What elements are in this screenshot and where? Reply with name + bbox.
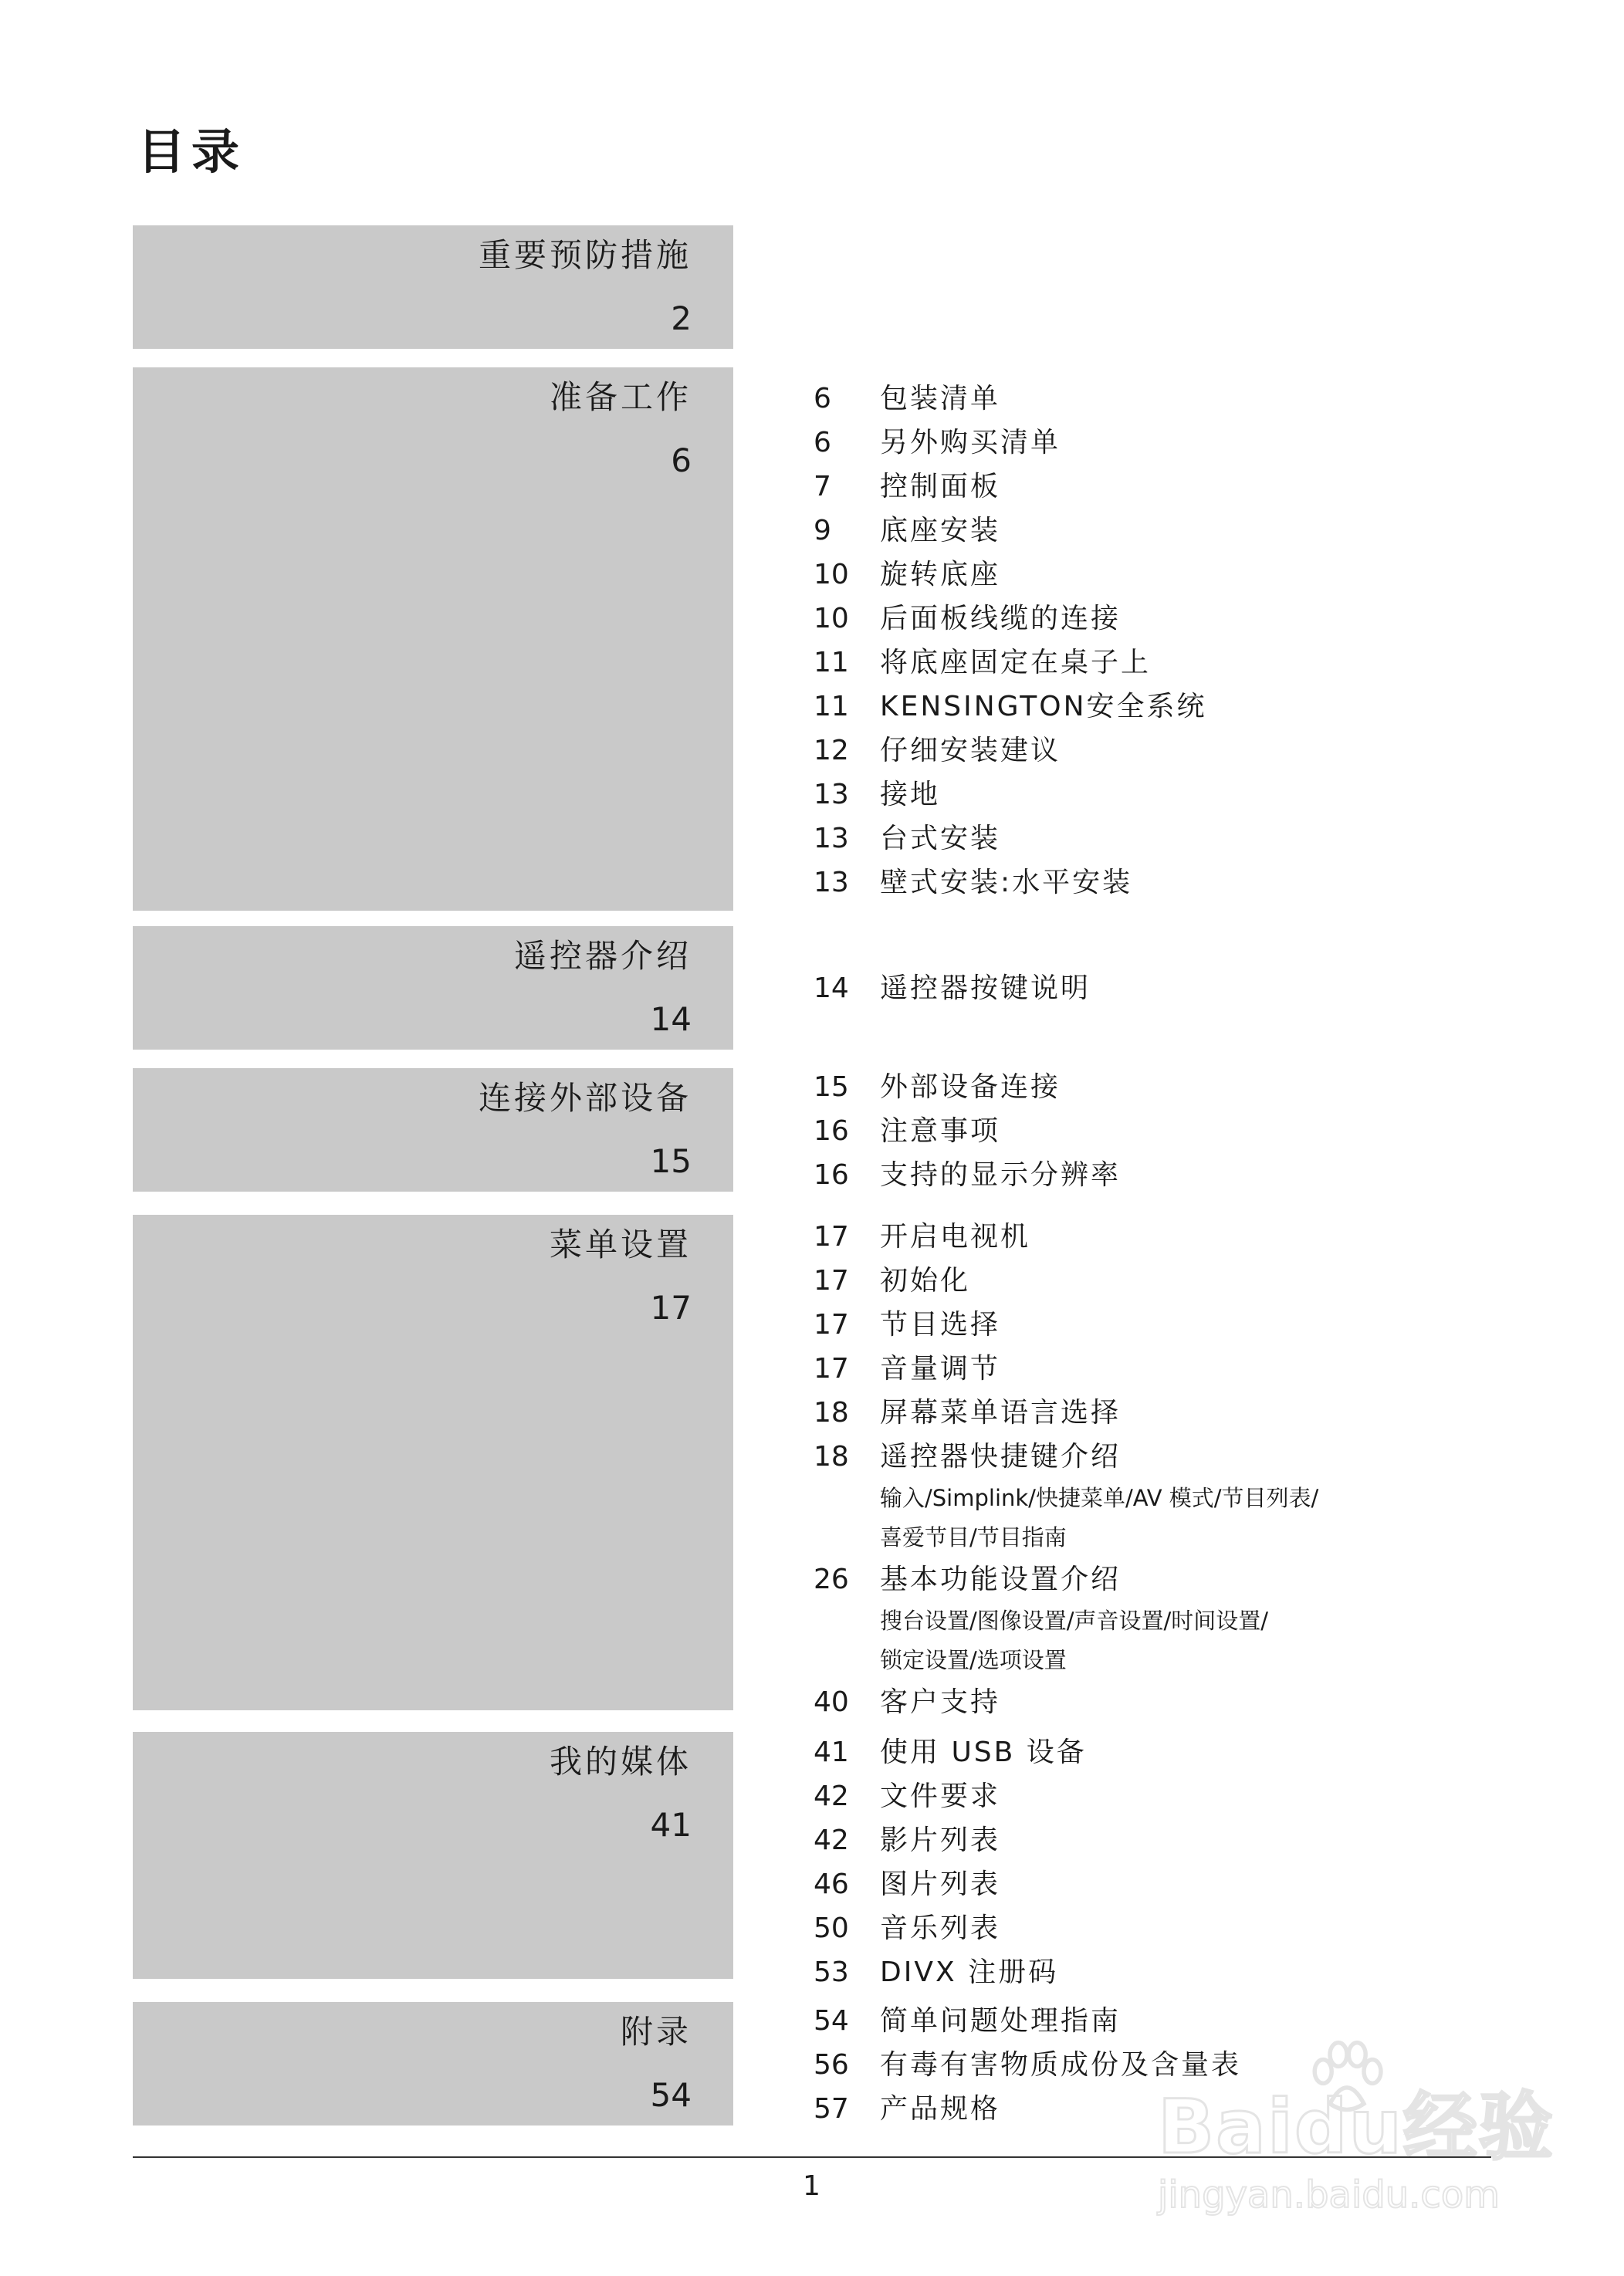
section-page-number: 2 bbox=[671, 299, 692, 337]
entry-page-number: 12 bbox=[814, 735, 849, 766]
section-title[interactable]: 附录 bbox=[620, 2013, 692, 2051]
entry-title: 台式安装 bbox=[880, 823, 1001, 854]
entry-page-number: 16 bbox=[814, 1159, 849, 1191]
entry-page-number: 17 bbox=[814, 1221, 849, 1253]
entry-title: 另外购买清单 bbox=[880, 427, 1061, 458]
entry-title: 影片列表 bbox=[880, 1825, 1001, 1856]
section-title[interactable]: 重要预防措施 bbox=[478, 236, 692, 274]
toc-entry[interactable] bbox=[814, 1259, 1508, 1303]
toc-entry[interactable] bbox=[814, 1999, 1508, 2043]
section-title[interactable]: 连接外部设备 bbox=[478, 1079, 692, 1117]
toc-entry[interactable] bbox=[814, 1153, 1508, 1197]
toc-entry[interactable] bbox=[814, 1862, 1508, 1906]
toc-entry[interactable] bbox=[814, 773, 1508, 817]
entry-title: 有毒有害物质成份及含量表 bbox=[880, 2049, 1242, 2081]
section-header-box bbox=[133, 1068, 733, 1192]
entry-list bbox=[814, 1065, 1508, 1197]
entry-page-number: 17 bbox=[814, 1309, 849, 1341]
section-header-box bbox=[133, 1215, 733, 1710]
toc-entry[interactable] bbox=[814, 421, 1508, 465]
entry-title: 遥控器快捷键介绍 bbox=[880, 1441, 1122, 1473]
entry-page-number: 56 bbox=[814, 2049, 849, 2081]
page-title: 目录 bbox=[137, 123, 246, 180]
entry-title: 后面板线缆的连接 bbox=[880, 603, 1122, 634]
entry-subtopic-line: 喜爱节目/节目指南 bbox=[880, 1524, 1067, 1551]
entry-page-number: 18 bbox=[814, 1397, 849, 1429]
section-header-box bbox=[133, 225, 733, 349]
entry-title: 支持的显示分辨率 bbox=[880, 1159, 1122, 1191]
entry-title: 包装清单 bbox=[880, 383, 1001, 414]
toc-entry[interactable] bbox=[814, 377, 1508, 421]
section-header-box bbox=[133, 2002, 733, 2126]
baidu-watermark bbox=[1158, 2038, 1590, 2254]
entry-page-number: 10 bbox=[814, 559, 849, 590]
entry-subtopic-line: 锁定设置/选项设置 bbox=[880, 1647, 1067, 1673]
entry-page-number: 40 bbox=[814, 1686, 849, 1718]
entry-list bbox=[814, 1730, 1508, 1994]
section-title[interactable]: 菜单设置 bbox=[549, 1226, 692, 1263]
entry-title: 将底座固定在桌子上 bbox=[880, 647, 1152, 678]
section-page-number: 6 bbox=[671, 441, 692, 479]
toc-entry[interactable] bbox=[814, 1818, 1508, 1862]
section-page-number: 17 bbox=[650, 1289, 692, 1327]
entry-title: 基本功能设置介绍 bbox=[880, 1564, 1122, 1595]
section-title[interactable]: 遥控器介绍 bbox=[513, 937, 692, 975]
entry-title: 控制面板 bbox=[880, 471, 1001, 502]
entry-page-number: 11 bbox=[814, 691, 849, 722]
entry-page-number: 11 bbox=[814, 647, 849, 678]
toc-entry[interactable] bbox=[814, 1680, 1508, 1724]
entry-list bbox=[814, 1215, 1508, 1724]
entry-title: 初始化 bbox=[880, 1265, 971, 1297]
entry-title: 产品规格 bbox=[880, 2093, 1001, 2125]
toc-entry[interactable] bbox=[814, 966, 1508, 1010]
entry-page-number: 9 bbox=[814, 515, 831, 546]
entry-title: 注意事项 bbox=[880, 1115, 1001, 1147]
entry-page-number: 54 bbox=[814, 2005, 849, 2037]
entry-title: 壁式安装:水平安装 bbox=[880, 867, 1133, 898]
entry-page-number: 41 bbox=[814, 1737, 849, 1768]
entry-title: 简单问题处理指南 bbox=[880, 2005, 1122, 2037]
toc-entry[interactable] bbox=[814, 553, 1508, 597]
toc-entry[interactable] bbox=[814, 729, 1508, 773]
entry-page-number: 13 bbox=[814, 823, 849, 854]
toc-entry[interactable] bbox=[814, 1774, 1508, 1818]
entry-title: DIVX 注册码 bbox=[880, 1956, 1059, 1988]
entry-title: 仔细安装建议 bbox=[880, 735, 1061, 766]
toc-entry[interactable] bbox=[814, 509, 1508, 553]
toc-entry[interactable] bbox=[814, 465, 1508, 509]
section-title[interactable]: 我的媒体 bbox=[549, 1743, 692, 1781]
entry-page-number: 13 bbox=[814, 867, 849, 898]
entry-title: 开启电视机 bbox=[880, 1221, 1031, 1253]
entry-title: 遥控器按键说明 bbox=[880, 972, 1091, 1004]
entry-subtopics bbox=[880, 1601, 1508, 1680]
toc-entry[interactable] bbox=[814, 1557, 1508, 1601]
entry-page-number: 17 bbox=[814, 1353, 849, 1385]
watermark-logo-text: Baidu经验 bbox=[1158, 2084, 1555, 2170]
toc-entry[interactable] bbox=[814, 1215, 1508, 1259]
section-title[interactable]: 准备工作 bbox=[549, 378, 692, 416]
toc-entry[interactable] bbox=[814, 1391, 1508, 1435]
entry-subtopic-line: 搜台设置/图像设置/声音设置/时间设置/ bbox=[880, 1608, 1269, 1634]
toc-entry[interactable] bbox=[814, 685, 1508, 729]
entry-page-number: 13 bbox=[814, 779, 849, 810]
entry-title: 接地 bbox=[880, 779, 941, 810]
entry-title: 屏幕菜单语言选择 bbox=[880, 1397, 1122, 1429]
entry-page-number: 15 bbox=[814, 1071, 849, 1103]
entry-title: 底座安装 bbox=[880, 515, 1001, 546]
entry-title: 使用 USB 设备 bbox=[880, 1737, 1087, 1768]
section-header-box bbox=[133, 1732, 733, 1979]
section-page-number: 54 bbox=[650, 2076, 692, 2114]
entry-title: KENSINGTON安全系统 bbox=[880, 691, 1207, 722]
entry-page-number: 14 bbox=[814, 972, 849, 1004]
entry-title: 客户支持 bbox=[880, 1686, 1001, 1718]
section-header-box bbox=[133, 926, 733, 1050]
entry-page-number: 16 bbox=[814, 1115, 849, 1147]
toc-entry[interactable] bbox=[814, 1950, 1508, 1994]
entry-subtopic-line: 输入/Simplink/快捷菜单/AV 模式/节目列表/ bbox=[880, 1485, 1319, 1511]
toc-entry[interactable] bbox=[814, 1730, 1508, 1774]
toc-entry[interactable] bbox=[814, 861, 1508, 905]
entry-title: 文件要求 bbox=[880, 1781, 1001, 1812]
toc-entry[interactable] bbox=[814, 1065, 1508, 1109]
entry-list bbox=[814, 377, 1508, 905]
toc-entry[interactable] bbox=[814, 1906, 1508, 1950]
section-page-number: 41 bbox=[650, 1806, 692, 1844]
entry-subtopics bbox=[880, 1479, 1508, 1557]
page-number: 1 bbox=[803, 2170, 820, 2202]
entry-title: 图片列表 bbox=[880, 1868, 1001, 1900]
toc-entry[interactable] bbox=[814, 1435, 1508, 1479]
section-page-number: 15 bbox=[650, 1142, 692, 1180]
watermark-url: jingyan.baidu.com bbox=[1158, 2173, 1500, 2217]
entry-title: 外部设备连接 bbox=[880, 1071, 1061, 1103]
section-header-box bbox=[133, 367, 733, 911]
entry-page-number: 46 bbox=[814, 1868, 849, 1900]
entry-title: 旋转底座 bbox=[880, 559, 1001, 590]
entry-page-number: 6 bbox=[814, 427, 831, 458]
entry-page-number: 6 bbox=[814, 383, 831, 414]
entry-title: 节目选择 bbox=[880, 1309, 1001, 1341]
toc-entry[interactable] bbox=[814, 597, 1508, 641]
toc-entry[interactable] bbox=[814, 1303, 1508, 1347]
entry-page-number: 57 bbox=[814, 2093, 849, 2125]
entry-page-number: 10 bbox=[814, 603, 849, 634]
entry-page-number: 7 bbox=[814, 471, 831, 502]
entry-page-number: 50 bbox=[814, 1912, 849, 1944]
entry-list bbox=[814, 966, 1508, 1010]
entry-page-number: 18 bbox=[814, 1441, 849, 1473]
section-page-number: 14 bbox=[650, 1000, 692, 1038]
toc-entry[interactable] bbox=[814, 1347, 1508, 1391]
entry-page-number: 42 bbox=[814, 1825, 849, 1856]
entry-page-number: 17 bbox=[814, 1265, 849, 1297]
entry-title: 音乐列表 bbox=[880, 1912, 1001, 1944]
entry-page-number: 53 bbox=[814, 1956, 849, 1988]
toc-entry[interactable] bbox=[814, 817, 1508, 861]
toc-entry[interactable] bbox=[814, 1109, 1508, 1153]
entry-page-number: 26 bbox=[814, 1564, 849, 1595]
entry-page-number: 42 bbox=[814, 1781, 849, 1812]
entry-title: 音量调节 bbox=[880, 1353, 1001, 1385]
toc-entry[interactable] bbox=[814, 641, 1508, 685]
